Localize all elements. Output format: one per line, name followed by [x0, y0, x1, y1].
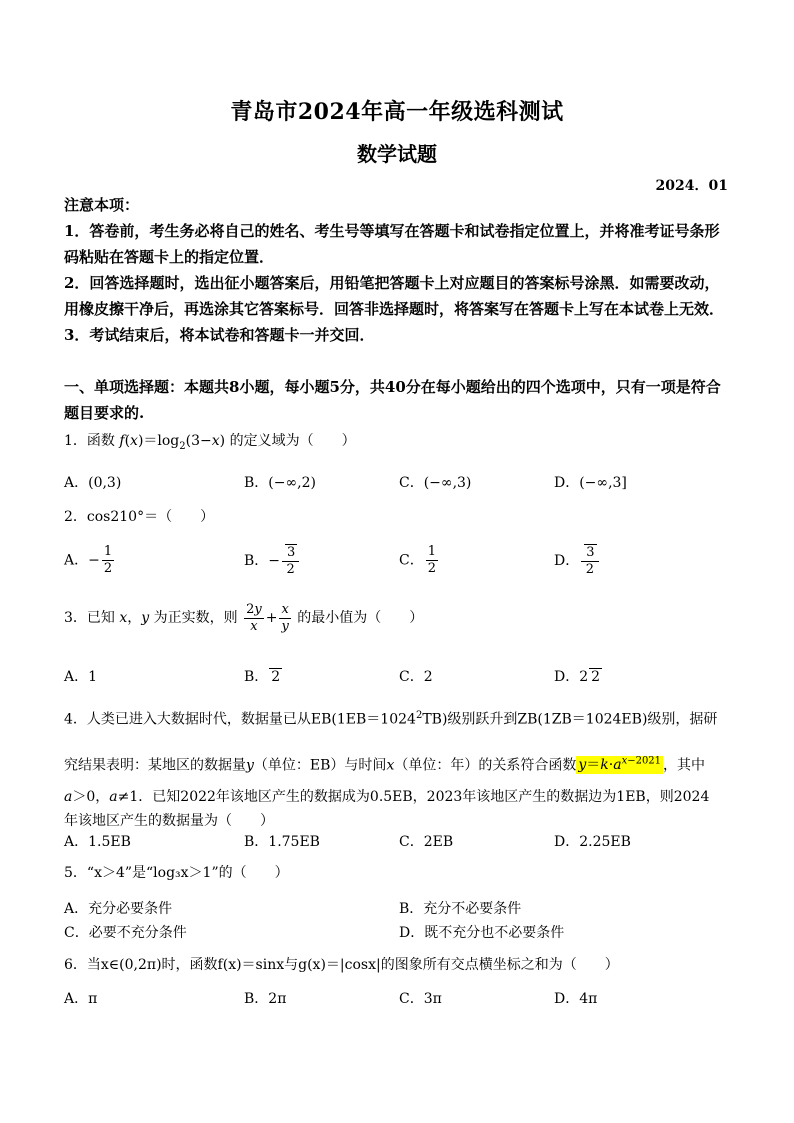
- option-c[interactable]: C．3π: [399, 991, 442, 1007]
- option-b[interactable]: B．充分不必要条件: [399, 901, 522, 917]
- q5-options-row2: [64, 922, 744, 946]
- option-c[interactable]: C． $\frac{1}{2}$: [399, 544, 436, 576]
- option-b[interactable]: B．− $\frac{3}{2}$: [244, 544, 301, 578]
- q1-label: 1．函数: [64, 433, 115, 449]
- option-b[interactable]: B． 2: [244, 669, 281, 685]
- option-a[interactable]: A．− $\frac{1}{2}$: [64, 544, 113, 576]
- highlighted-formula: $y=k\cdot a^{x-2021}$: [578, 755, 662, 774]
- note-item: 2．回答选择题时，选出征小题答案后，用铅笔把答题卡上对应题目的答案标号涂黑．如需要改动，用橡皮擦干净后，再选涂其它答案标号．回答非选择题时，将答案写在答题卡上写在本试卷上无效．: [64, 274, 725, 318]
- q1-options: [64, 472, 744, 496]
- option-b[interactable]: B．2π: [244, 991, 287, 1007]
- option-d[interactable]: D．(−∞,3]: [554, 475, 627, 491]
- notes-heading: 注意本项：: [64, 196, 140, 214]
- option-d[interactable]: D．4π: [554, 991, 598, 1007]
- option-c[interactable]: C．必要不充分条件: [64, 925, 187, 941]
- question-1: [64, 430, 730, 458]
- question-4: [64, 704, 730, 833]
- option-c[interactable]: C．(−∞,3): [399, 475, 472, 491]
- option-a[interactable]: A．(0,3): [64, 475, 122, 491]
- q1-tail: 的定义域为（ ）: [229, 433, 356, 449]
- q3-options: [64, 666, 744, 690]
- q5-options-row1: [64, 898, 744, 922]
- q6-options: [64, 988, 744, 1012]
- note-item: 3．考试结束后，将本试卷和答题卡一并交回．: [64, 326, 375, 344]
- option-b[interactable]: B．(−∞,2): [244, 475, 316, 491]
- q4-line-1: 4．人类已进入大数据时代，数据量已从$EB(1EB=1024^2TB)$级别跃升到ZB(1ZB＝1024EB)级别，据研: [64, 710, 718, 728]
- option-a[interactable]: A．1: [64, 669, 98, 685]
- question-3: 3．已知 x，y 为正实数，则 $\frac{2y}{x}$ + $\frac{x}{y}$ 的最小值为（ ）: [64, 601, 424, 634]
- question-2: 2．cos210°＝（ ）: [64, 509, 215, 525]
- option-d[interactable]: D．2 2: [554, 669, 601, 685]
- exam-title: 青岛市2024年高一年级选科测试: [230, 99, 564, 125]
- note-item: 1．答卷前，考生务必将自己的姓名、考生号等填写在答题卡和试卷指定位置上，并将准考证号条形码粘贴在答题卡上的指定位置．: [64, 222, 720, 266]
- q4-line-4: 年该地区产生的数据量为（ ）: [64, 813, 274, 830]
- option-b[interactable]: B．1.75EB: [244, 834, 320, 850]
- option-d[interactable]: D．既不充分也不必要条件: [399, 925, 565, 941]
- section-heading: 一、单项选择题：本题共8小题，每小题5分，共40分在每小题给出的四个选项中，只有一项是符合题目要求的.: [64, 378, 721, 422]
- question-6: 6．当x∈(0,2π)时，函数f(x)＝sinx与g(x)＝|cosx|的图象所有交点横坐标之和为（ ）: [64, 957, 619, 973]
- question-5: 5．“x＞4”是“log₃x＞1”的（ ）: [64, 865, 289, 881]
- option-a[interactable]: A．充分必要条件: [64, 901, 173, 917]
- exam-date: 2024．01: [655, 178, 728, 194]
- q4-line-2: 究结果表明：某地区的数据量y（单位：EB）与时间x（单位：年）的关系符合函数 $y=k\cdot a^{x-2021}$ ，其中: [64, 755, 706, 774]
- option-a[interactable]: A．π: [64, 991, 98, 1007]
- option-c[interactable]: C．2EB: [399, 834, 454, 850]
- notes-block: [64, 192, 730, 348]
- exam-subtitle: 数学试题: [357, 142, 437, 166]
- q4-options: [64, 831, 744, 855]
- option-d[interactable]: D． $\frac{3}{2}$: [554, 544, 601, 578]
- option-c[interactable]: C．2: [399, 669, 433, 685]
- q1-formula: $f(x)=\log_2(3-x)$: [119, 433, 226, 452]
- option-a[interactable]: A．1.5EB: [64, 834, 131, 850]
- q2-options: [64, 544, 744, 584]
- q4-line-3: a＞0，a≠1．已知2022年该地区产生的数据成为0.5EB，2023年该地区产生的数据边为1EB，则2024: [64, 789, 710, 806]
- option-d[interactable]: D．2.25EB: [554, 834, 631, 850]
